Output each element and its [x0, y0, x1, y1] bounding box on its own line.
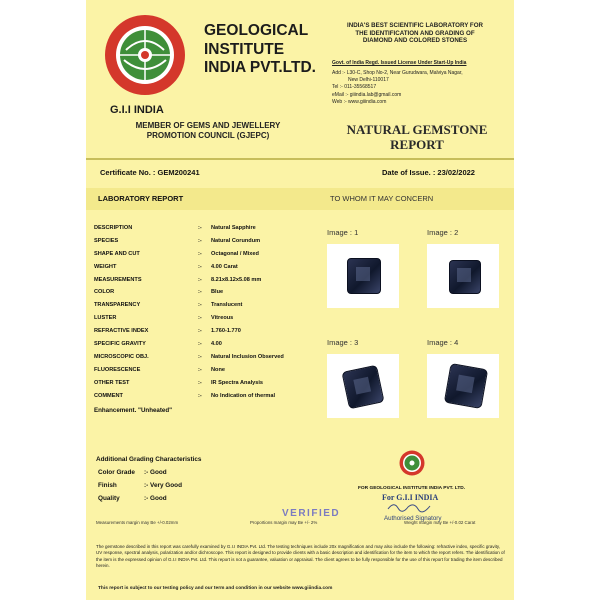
weight-margin: Weight margin may Be +/-0.02 Carat — [404, 520, 476, 525]
institute-seal-icon — [399, 450, 425, 476]
detail-value: Octagonal / Mixed — [211, 250, 259, 257]
disclaimer: The gemstone described in this report was carefully examined by G.I.I INDIA Pvt. Ltd. The testing techniques include 20x magnification and may also include the following: refractive index, specific gravity, UV response, spectral analysis, polarization and/or dichroscope. This report is designed to provide clients with a basic description and identification for the item to which the report refers. The identification of the item is the expressed opinion of G.I.I INDIA Pvt. Ltd. This report is not a guarantee, valuation or appraisal. The client agrees to be fully responsible for the use of this report for trading the item described herein. — [96, 544, 505, 568]
authorised-signatory: Authorised Signatory — [384, 515, 442, 522]
grading-label: Finish — [98, 482, 117, 489]
detail-value: Natural Inclusion Observed — [211, 353, 284, 360]
image-label: Image : 4 — [427, 338, 459, 347]
grading-label: Quality — [98, 495, 120, 502]
detail-separator: :- — [198, 237, 202, 244]
detail-separator: :- — [198, 366, 202, 373]
detail-row — [94, 341, 329, 354]
detail-label: COMMENT — [94, 392, 123, 399]
detail-separator: :- — [198, 250, 202, 257]
gemstone-icon — [449, 260, 481, 294]
detail-row — [94, 289, 329, 302]
institute-name: GEOLOGICAL INSTITUTE INDIA PVT.LTD. — [204, 22, 316, 76]
detail-separator: :- — [198, 263, 202, 270]
detail-value: Natural Sapphire — [211, 225, 256, 231]
detail-row — [94, 238, 329, 251]
detail-value: Blue — [211, 289, 224, 296]
contact-address: Add :- L30-C, Shop No-2, Near Gurudwara, Malviya Nagar, New Delhi-110017 Tel :- 011-35568517 eMail :- giiindia.lab@gmail.com Web :- www.giiindia.com — [332, 70, 463, 105]
grading-label: Color Grade — [98, 469, 135, 476]
detail-separator: :- — [198, 225, 202, 231]
lab-report-title: LABORATORY REPORT — [98, 194, 184, 203]
signatory-short: For G.I.I INDIA — [382, 493, 439, 502]
gemstone-icon — [444, 363, 488, 409]
report-title: NATURAL GEMSTONE REPORT — [346, 122, 488, 152]
detail-value: 4.00 — [211, 341, 222, 348]
footer-note: This report is subject to our testing policy and our term and condition in our website www.giiindia.com — [98, 586, 333, 591]
gemstone-photo — [427, 244, 499, 308]
lab-tagline: INDIA'S BEST SCIENTIFIC LABORATORY FOR THE IDENTIFICATION AND GRADING OF DIAMOND AND COLORED STONES — [347, 22, 483, 45]
verified-watermark: VERIFIED — [282, 508, 341, 519]
certificate-number: Certificate No. : GEM200241 — [100, 168, 200, 177]
detail-row — [94, 393, 329, 406]
detail-value: 8.21x8.12x5.08 mm — [211, 276, 262, 283]
detail-label: LUSTER — [94, 315, 117, 322]
detail-label: COLOR — [94, 289, 115, 296]
membership-text: MEMBER OF GEMS AND JEWELLERY PROMOTION COUNCIL (GJEPC) — [135, 121, 281, 140]
detail-label: DESCRIPTION — [94, 225, 133, 231]
license-text: Govt. of India Regd. Issued License Under Start-Up India — [332, 60, 467, 66]
image-label: Image : 2 — [427, 228, 459, 237]
detail-separator: :- — [198, 353, 202, 360]
signature-icon — [386, 499, 436, 513]
detail-value: 4.00 Carat — [211, 263, 238, 270]
detail-value: Natural Corundum — [211, 237, 261, 244]
detail-label: FLUORESCENCE — [94, 366, 141, 373]
detail-label: SPECIFIC GRAVITY — [94, 341, 146, 348]
detail-value: IR Spectra Analysis — [211, 379, 264, 386]
signatory-company: FOR GEOLOGICAL INSTITUTE INDIA PVT. LTD. — [358, 486, 466, 491]
detail-separator: :- — [198, 392, 202, 399]
certificate-page — [86, 0, 514, 600]
detail-value: 1.760-1.770 — [211, 328, 241, 335]
detail-row — [94, 354, 329, 367]
measurement-margin: Measurements margin may Be +/-0.02mm — [96, 520, 179, 525]
image-label: Image : 3 — [327, 338, 359, 347]
detail-label: TRANSPARENCY — [94, 302, 141, 309]
detail-row — [94, 277, 329, 290]
proportion-margin: Proportions margin may Be +/- 2% — [250, 520, 318, 525]
detail-separator: :- — [198, 289, 202, 296]
detail-value: Translucent — [211, 302, 243, 309]
gemstone-icon — [341, 365, 384, 410]
detail-value: Vitreous — [211, 315, 234, 322]
enhancement-note: Enhancement. "Unheated" — [94, 407, 173, 414]
grading-title: Additional Grading Characteristics — [96, 456, 202, 463]
detail-separator: :- — [198, 341, 202, 348]
detail-row — [94, 315, 329, 328]
detail-row — [94, 380, 329, 393]
detail-separator: :- — [198, 328, 202, 335]
detail-separator: :- — [198, 276, 202, 283]
detail-row — [94, 367, 329, 380]
detail-separator: :- — [198, 379, 202, 386]
detail-label: REFRACTIVE INDEX — [94, 328, 149, 335]
detail-value: No Indication of thermal — [211, 392, 276, 399]
detail-row — [94, 302, 329, 315]
detail-label: WEIGHT — [94, 263, 117, 270]
detail-row — [94, 225, 329, 238]
gemstone-photo — [427, 354, 499, 418]
detail-label: SHAPE AND CUT — [94, 250, 140, 257]
institute-logo-icon — [104, 14, 186, 96]
gemstone-icon — [347, 258, 381, 294]
gemstone-details — [94, 225, 329, 405]
detail-label: MEASUREMENTS — [94, 276, 142, 283]
detail-label: OTHER TEST — [94, 379, 130, 386]
detail-row — [94, 264, 329, 277]
grading-value: :- Good — [144, 495, 167, 502]
grading-value: :- Good — [144, 469, 167, 476]
gemstone-photo — [327, 354, 399, 418]
detail-row — [94, 251, 329, 264]
grading-value: :- Very Good — [144, 482, 182, 489]
image-label: Image : 1 — [327, 228, 359, 237]
detail-value: None — [211, 366, 225, 373]
detail-row — [94, 328, 329, 341]
detail-label: MICROSCOPIC OBJ. — [94, 353, 149, 360]
detail-label: SPECIES — [94, 237, 119, 244]
divider — [86, 158, 514, 160]
logo-label: G.I.I INDIA — [110, 104, 164, 116]
detail-separator: :- — [198, 315, 202, 322]
issue-date: Date of Issue. : 23/02/2022 — [382, 168, 475, 177]
gemstone-images — [323, 222, 509, 452]
addressee: TO WHOM IT MAY CONCERN — [330, 194, 434, 203]
gemstone-photo — [327, 244, 399, 308]
detail-separator: :- — [198, 302, 202, 309]
